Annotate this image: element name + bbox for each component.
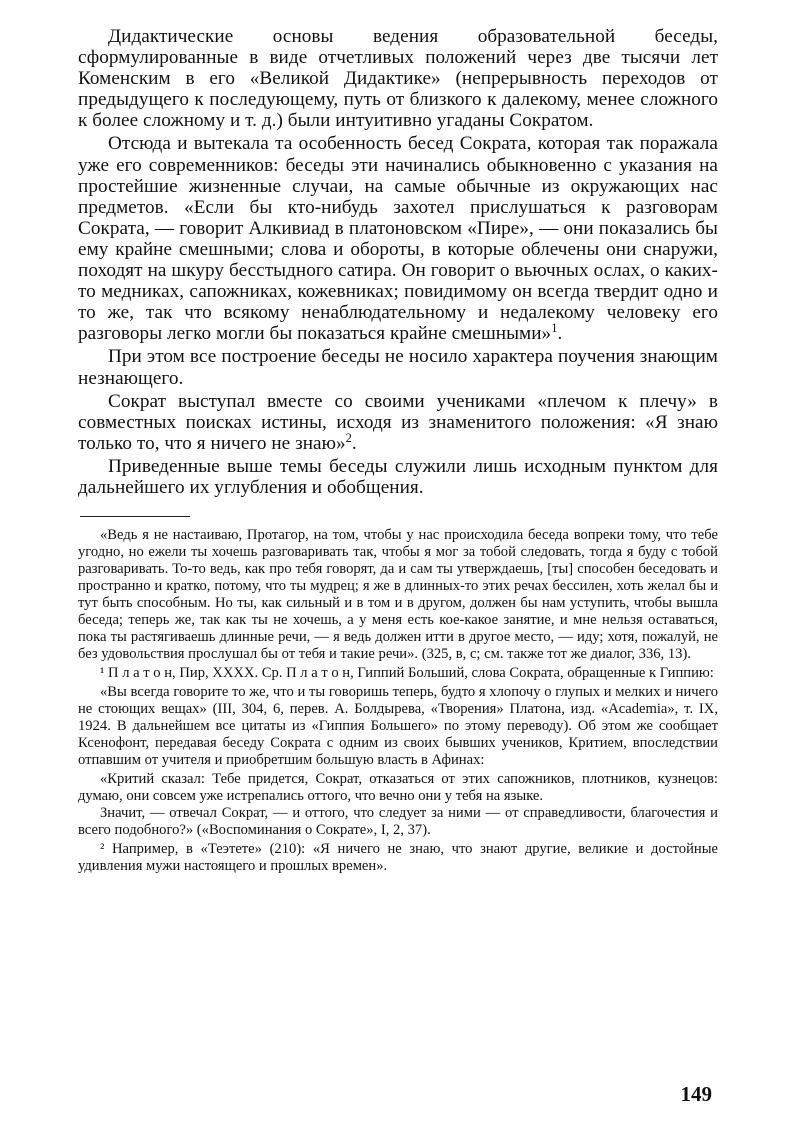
paragraph-3-text: При этом все построение беседы не носило характера поучения знающим незнающего.	[78, 346, 718, 389]
paragraph-1	[78, 26, 718, 131]
footnote-1-quote: «Вы всегда говорите то же, что и ты говоришь теперь, будто я хлопочу о глупых и мелких и ничего не стоющих вещах» (III, 304, 6, перев. А. Болдырева, «Творения» Платона, изд. «Academia», т. IX, 1924. В дальнейшем все цитаты из «Гиппия Большего» по этому переводу). Об этом же сообщает Ксенофонт, передавая беседу Сократа с одним из своих бывших учеников, Критием, впоследствии отпавшим от учителя и приобретшим большую власть в Афинах:	[78, 684, 718, 769]
paragraph-5-text: Приведенные выше темы беседы служили лишь исходным пунктом для дальнейшего их углубления и обобщения.	[78, 455, 718, 498]
page-number: 149	[680, 1082, 712, 1106]
footnote-ref-2: 2	[345, 430, 352, 445]
paragraph-3	[78, 346, 718, 388]
paragraph-4-text: Сократ выступал вместе со своими учениками «плечом к плечу» в совместных поисках истины, исходя из знаменитого положения: «Я знаю только то, что я ничего не знаю»	[78, 390, 718, 454]
footnote-1: ¹ П л а т о н, Пир, XXXX. Ср. П л а т о н, Гиппий Больший, слова Сократа, обращенные к Гиппию:	[100, 665, 714, 682]
footnote-ref-1: 1	[551, 321, 558, 336]
paragraph-1-text: Дидактические основы ведения образовательной беседы, сформулированные в виде отчетливых положений через две тысячи лет Коменским в его «Великой Дидактике» (непрерывность переходов от предыдущего к последующему, путь от близкого к далекому, менее сложного к более сложному и т. д.) были интуитивно угаданы Сократом.	[78, 26, 718, 132]
footnote-1-xenophon: «Критий сказал: Тебе придется, Сократ, отказаться от этих сапожников, плотников, кузнецов: думаю, они совсем уже истрепались оттого, что вечно они у тебя на языке.	[78, 771, 718, 805]
paragraph-2: Отсюда и вытекала та особенность бесед Сократа, которая так поражала уже его современников: беседы эти начинались обыкновенно с указания на простейшие жизненные случаи, на самые обычные из окружающих нас предметов. «Если бы кто-нибудь захотел прислушаться к разговорам Сократа, — говорит Алкивиад в платоновском «Пире», — они показались бы ему крайне смешными; слова и обороты, в которые облечены они снаружи, походят на шкуру бесстыдного сатира. Он говорит о вьючных ослах, о каких-то медниках, сапожниках, кожевниках; повидимому он всегда твердит одно и то же, так что всякому ненаблюдательному и недалекому человеку его разговоры легко могли бы показаться крайне смешными»$^1$.	[78, 133, 718, 345]
paragraph-4: Сократ выступал вместе со своими учениками «плечом к плечу» в совместных поисках истины, исходя из знаменитого положения: «Я знаю только то, что я ничего не знаю»$^2$.	[78, 390, 718, 454]
paragraph-2-text: Отсюда и вытекала та особенность бесед Сократа, которая так поражала уже его современников: беседы эти начинались обыкновенно с указания на простейшие жизненные случаи, на самые обычные из окружающих нас предметов. «Если бы кто-нибудь захотел прислушаться к разговорам Сократа, — говорит Алкивиад в платоновском «Пире», — они показались бы ему крайне смешными; слова и обороты, в которые облечены они снаружи, походят на шкуру бесстыдного сатира. Он говорит о вьючных ослах, о каких-то медниках, сапожниках, кожевниках; повидимому он всегда твердит одно и то же, так что всякому ненаблюдательному и недалекому человеку его разговоры легко могли бы показаться крайне смешными»	[78, 133, 718, 345]
footnote-divider	[80, 516, 190, 517]
footnote-2: ² Например, в «Теэтете» (210): «Я ничего не знаю, что знают другие, великие и достойные удивления мужи настоящего и прошлых времен».	[78, 841, 718, 875]
main-text	[78, 26, 718, 498]
footnotes	[78, 527, 718, 875]
paragraph-5	[78, 456, 718, 498]
footnote-continuation: «Ведь я не настаиваю, Протагор, на том, чтобы у нас происходила беседа вопреки тому, что тебе угодно, но ежели ты хочешь разговаривать так, чтобы я мог за тобой следовать, тогда я буду с тобой разговаривать. То-то ведь, как про тебя говорят, да и сам ты утверждаешь, [ты] способен беседовать и пространно и кратко, потому, что ты мудрец; я же в длинных-то этих речах бессилен, хоть желал бы и тут быть способным. Но ты, как сильный и в том и в другом, должен бы нам уступить, чтобы вышла беседа; теперь же, так как ты не хочешь, а у меня есть кое-какое занятие, и мне нельзя оставаться, пока ты растягиваешь длинные речи, — я ведь должен итти в другое место, — иду; хотя, пожалуй, не без удовольствия прослушал бы от тебя и такие речи». (325, в, с; см. также тот же диалог, 336, 13).	[78, 527, 718, 663]
footnote-1-xenophon-cont: Значит, — отвечал Сократ, — и оттого, что следует за ними — от справедливости, благочестия и всего подобного?» («Воспоминания о Сократе», I, 2, 37).	[78, 805, 718, 839]
